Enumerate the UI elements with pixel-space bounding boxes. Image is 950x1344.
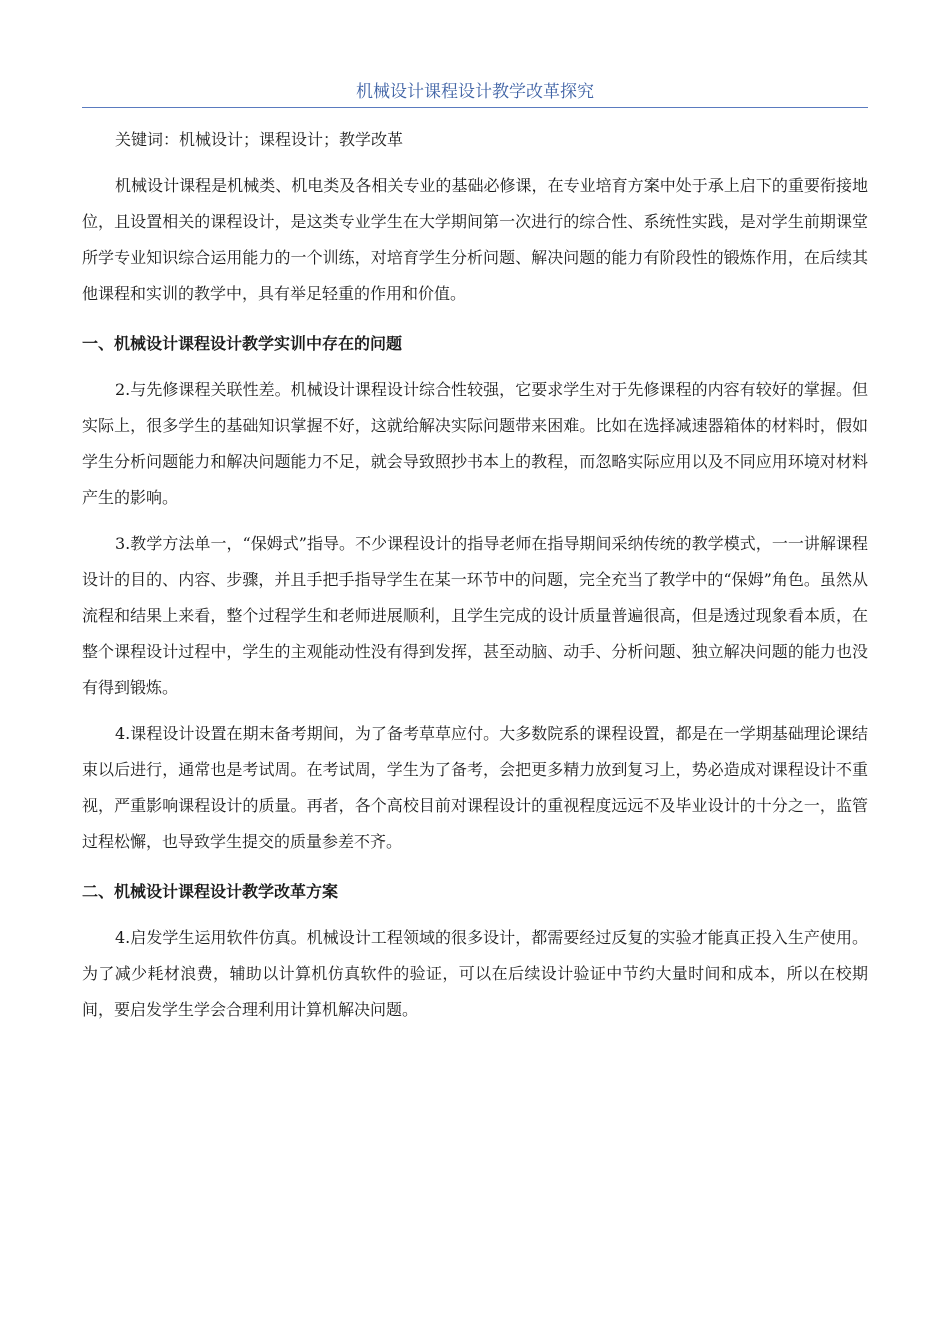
problem-paragraph-2: 2.与先修课程关联性差。机械设计课程设计综合性较强，它要求学生对于先修课程的内容有较好的掌握。但实际上，很多学生的基础知识掌握不好，这就给解决实际问题带来困难。比如在选择减速器箱体的材料时，假如学生分析问题能力和解决问题能力不足，就会导致照抄书本上的教程，而忽略实际应用以及不同应用环境对材料产生的影响。: [82, 380, 868, 507]
spacer: [82, 158, 868, 168]
spacer: [82, 516, 868, 526]
problem-paragraph-3: 3.教学方法单一，“保姆式”指导。不少课程设计的指导老师在指导期间采纳传统的教学模式，一一讲解课程设计的目的、内容、步骤，并且手把手指导学生在某一环节中的问题，完全充当了教学中的“保姆”角色。虽然从流程和结果上来看，整个过程学生和老师进展顺利，且学生完成的设计质量普遍很高，但是透过现象看本质，在整个课程设计过程中，学生的主观能动性没有得到发挥，甚至动脑、动手、分析问题、独立解决问题的能力也没有得到锻炼。: [82, 534, 868, 697]
spacer: [82, 706, 868, 716]
problem-paragraph-4: 4.课程设计设置在期末备考期间，为了备考草草应付。大多数院系的课程设置，都是在一学期基础理论课结束以后进行，通常也是考试周。在考试周，学生为了备考，会把更多精力放到复习上，势必造成对课程设计不重视，严重影响课程设计的质量。再者，各个高校目前对课程设计的重视程度远远不及毕业设计的十分之一，监管过程松懈，也导致学生提交的质量参差不齐。: [82, 724, 868, 851]
page-header: [82, 80, 868, 110]
spacer: [82, 860, 868, 874]
keywords-line: 关键词：机械设计；课程设计；教学改革: [115, 130, 404, 149]
spacer: [82, 312, 868, 326]
spacer: [82, 910, 868, 920]
spacer: [82, 362, 868, 372]
intro-paragraph: 机械设计课程是机械类、机电类及各相关专业的基础必修课，在专业培育方案中处于承上启下的重要衔接地位，且设置相关的课程设计，是这类专业学生在大学期间第一次进行的综合性、系统性实践，是对学生前期课堂所学专业知识综合运用能力的一个训练，对培育学生分析问题、解决问题的能力有阶段性的锻炼作用，在后续其他课程和实训的教学中，具有举足轻重的作用和价值。: [82, 176, 868, 303]
reform-paragraph-4: 4.启发学生运用软件仿真。机械设计工程领域的很多设计，都需要经过反复的实验才能真正投入生产使用。为了减少耗材浪费，辅助以计算机仿真软件的验证，可以在后续设计验证中节约大量时间和成本，所以在校期间，要启发学生学会合理利用计算机解决问题。: [82, 928, 868, 1019]
header-divider: [82, 107, 868, 108]
document-body: [82, 122, 868, 1028]
document-title: 机械设计课程设计教学改革探究: [356, 82, 594, 102]
section-heading-reform: 二、机械设计课程设计教学改革方案: [82, 882, 339, 901]
section-heading-problems: 一、机械设计课程设计教学实训中存在的问题: [82, 334, 403, 353]
